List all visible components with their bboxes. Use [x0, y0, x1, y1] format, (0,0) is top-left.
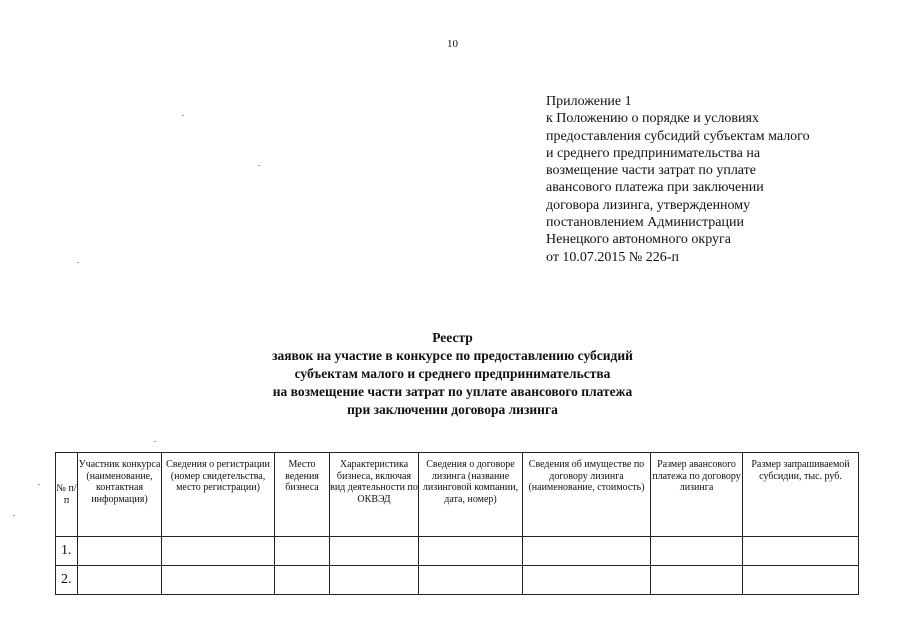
- table-row: [56, 566, 859, 595]
- registry-table: [55, 452, 859, 595]
- table-cell: [330, 537, 419, 566]
- document-title: [0, 329, 905, 419]
- appendix-line: и среднего предпринимательства на: [546, 145, 761, 161]
- table-row: [56, 537, 859, 566]
- table-cell: [275, 537, 330, 566]
- table-cell: [651, 537, 743, 566]
- appendix-line: предоставления субсидий субъектам малого: [546, 128, 810, 144]
- appendix-line: постановлением Администрации: [546, 215, 744, 231]
- table-cell: [78, 566, 162, 595]
- scan-speck: [38, 484, 40, 485]
- table-cell: [523, 566, 651, 595]
- scan-speck: [258, 165, 260, 166]
- table-cell-number: 1.: [56, 537, 78, 566]
- table-cell: [78, 537, 162, 566]
- title-line: Реестр: [432, 330, 473, 345]
- title-line: заявок на участие в конкурсе по предоставлению субсидий: [272, 348, 633, 363]
- title-line: субъектам малого и среднего предпринимательства: [294, 366, 611, 381]
- column-header-registration: Сведения о регистрации (номер свидетельства, место регистрации): [162, 453, 275, 537]
- column-header-business-description: Характеристика бизнеса, включая вид деятельности по ОКВЭД: [330, 453, 419, 537]
- table-cell-number: 2.: [56, 566, 78, 595]
- appendix-line: Ненецкого автономного округа: [546, 232, 731, 248]
- scan-speck: [154, 441, 156, 442]
- column-header-requested-subsidy: Размер запрашиваемой субсидии, тыс. руб.: [743, 453, 859, 537]
- appendix-line: договора лизинга, утвержденному: [546, 197, 751, 213]
- table-header-row: [56, 453, 859, 537]
- column-header-advance-payment: Размер авансового платежа по договору лизинга: [651, 453, 743, 537]
- appendix-note: [546, 93, 886, 266]
- table-cell: [419, 537, 523, 566]
- appendix-line: возмещение части затрат по уплате: [546, 163, 756, 179]
- appendix-line: к Положению о порядке и условиях: [546, 111, 759, 127]
- appendix-line: Приложение 1: [546, 94, 632, 109]
- appendix-line: от 10.07.2015 № 226-п: [546, 249, 679, 265]
- column-header-number: № п/п: [56, 453, 78, 537]
- scan-speck: [77, 262, 79, 263]
- column-header-business-location: Место ведения бизнеса: [275, 453, 330, 537]
- table-cell: [523, 537, 651, 566]
- table-cell: [419, 566, 523, 595]
- table-cell: [330, 566, 419, 595]
- column-header-leased-property: Сведения об имуществе по договору лизинга (наименование, стоимость): [523, 453, 651, 537]
- scan-speck: [182, 115, 184, 116]
- column-header-leasing-contract: Сведения о договоре лизинга (название лизинговой компании, дата, номер): [419, 453, 523, 537]
- title-line: на возмещение части затрат по уплате авансового платежа: [272, 384, 633, 399]
- column-header-participant: Участник конкурса (наименование, контактная информация): [78, 453, 162, 537]
- table-cell: [162, 537, 275, 566]
- table-cell: [743, 566, 859, 595]
- scan-speck: [13, 515, 15, 516]
- table-cell: [162, 566, 275, 595]
- page-number: 10: [447, 38, 458, 50]
- title-line: при заключении договора лизинга: [347, 402, 558, 417]
- table-cell: [651, 566, 743, 595]
- table-cell: [275, 566, 330, 595]
- table-cell: [743, 537, 859, 566]
- appendix-line: авансового платежа при заключении: [546, 180, 764, 196]
